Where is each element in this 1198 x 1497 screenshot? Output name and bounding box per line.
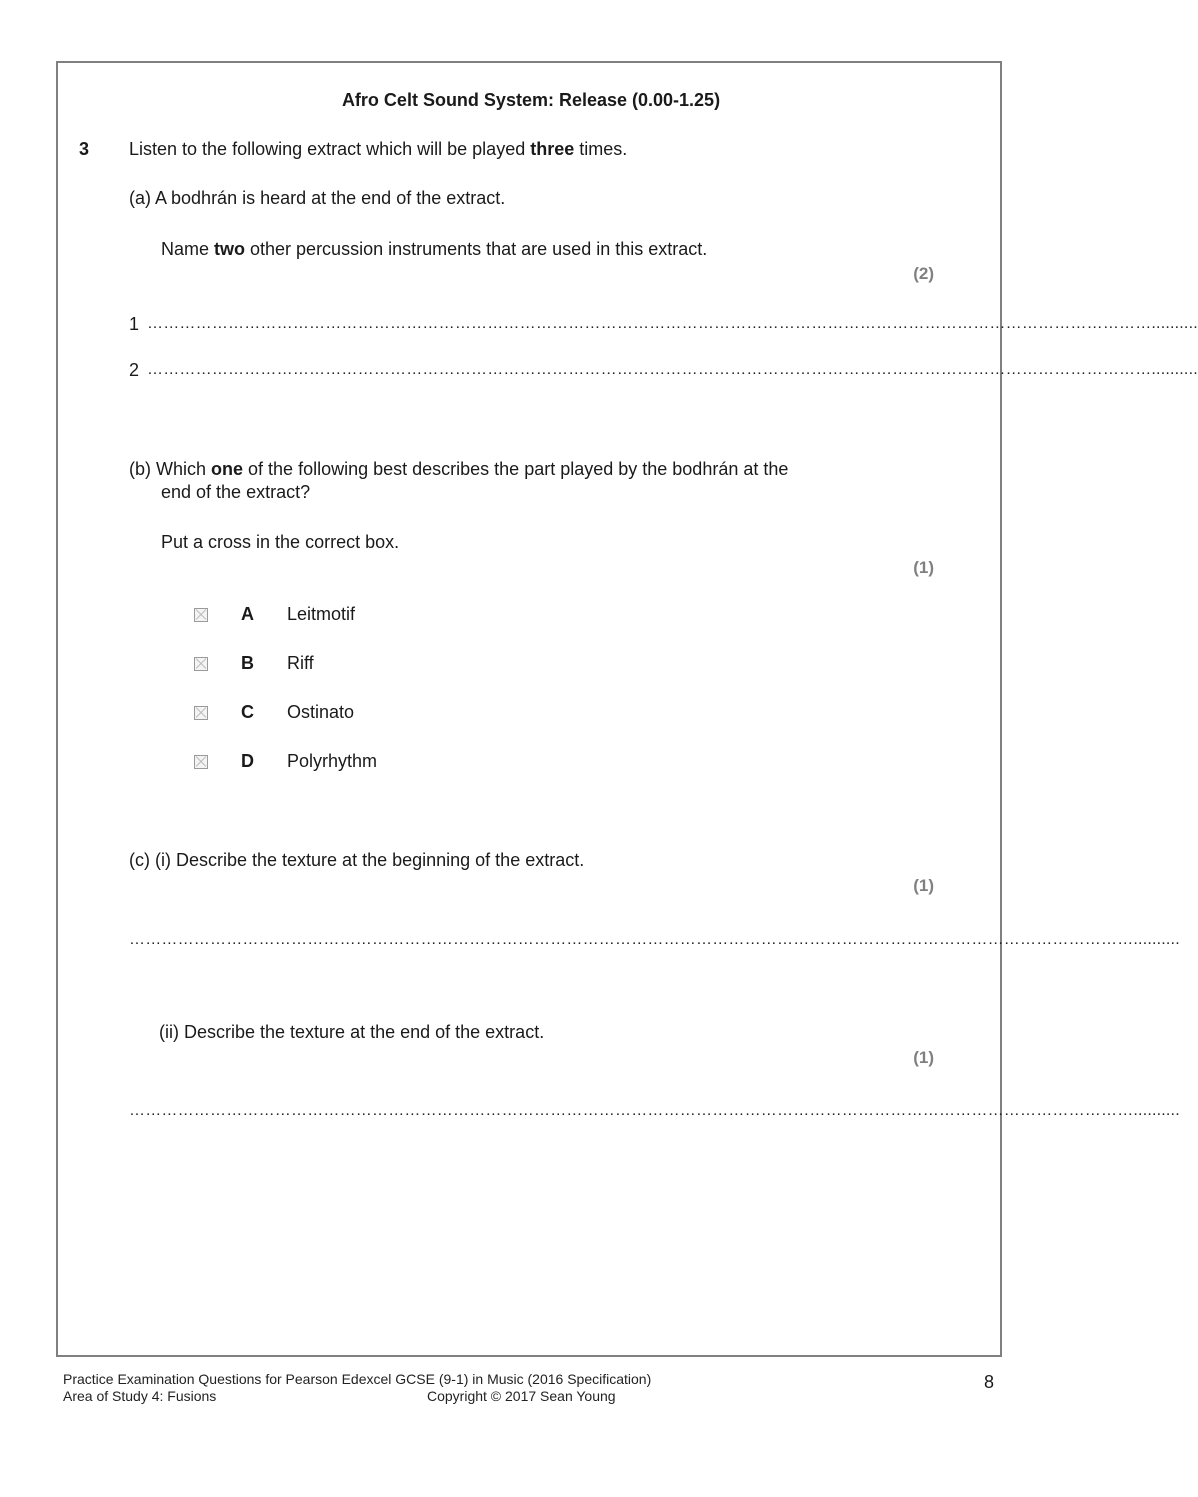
option-d-checkbox[interactable] xyxy=(194,755,208,769)
footer-copyright: Copyright © 2017 Sean Young xyxy=(427,1388,616,1404)
footer-area-of-study: Area of Study 4: Fusions xyxy=(63,1388,217,1404)
part-c-i-question: (c) (i) Describe the texture at the beginning of the extract. xyxy=(129,850,585,870)
part-c-i-marks: (1) xyxy=(913,876,934,895)
question-intro: Listen to the following extract which will be played three times. xyxy=(129,139,628,159)
option-b-checkbox[interactable] xyxy=(194,657,208,671)
answer-line-1[interactable] xyxy=(129,314,1198,336)
part-b-instruction: Put a cross in the correct box. xyxy=(161,532,400,552)
dotted-answer-line: …………………………………………………………………………………………………………………………………………………………………….......... xyxy=(147,315,1198,332)
option-text: Ostinato xyxy=(287,702,355,722)
question-frame xyxy=(56,61,1198,1357)
part-b-question: (b) Which one of the following best describes the part played by the bodhrán at the xyxy=(129,459,789,479)
dotted-answer-line: …………………………………………………………………………………………………………………………………………………………………….......... xyxy=(147,361,1198,378)
option-a-checkbox[interactable] xyxy=(194,608,208,622)
answer-label-2: 2 xyxy=(129,360,140,380)
part-b-question-cont: end of the extract? xyxy=(161,482,311,502)
answer-line-2[interactable] xyxy=(129,360,1198,382)
extract-title: Afro Celt Sound System: Release (0.00-1.25) xyxy=(341,90,721,110)
part-a-statement: (a) A bodhrán is heard at the end of the extract. xyxy=(129,188,506,208)
part-c-ii-question: (ii) Describe the texture at the end of the extract. xyxy=(159,1022,545,1042)
answer-line-c-ii[interactable]: …………………………………………………………………………………………………………………………………………………………………….......... xyxy=(129,1102,1180,1119)
part-b-marks: (1) xyxy=(913,558,934,577)
option-a xyxy=(194,604,355,626)
question-number: 3 xyxy=(79,139,90,159)
option-d xyxy=(194,751,377,773)
option-letter: A xyxy=(241,604,254,624)
option-b xyxy=(194,653,314,675)
answer-label-1: 1 xyxy=(129,314,140,334)
option-c-checkbox[interactable] xyxy=(194,706,208,720)
option-text: Polyrhythm xyxy=(287,751,378,771)
answer-line-c-i[interactable]: …………………………………………………………………………………………………………………………………………………………………….......... xyxy=(129,931,1180,948)
option-text: Riff xyxy=(287,653,314,673)
option-letter: C xyxy=(241,702,254,722)
part-a-question: Name two other percussion instruments that are used in this extract. xyxy=(161,239,708,259)
part-a-marks: (2) xyxy=(913,264,934,283)
footer-line-1: Practice Examination Questions for Pearson Edexcel GCSE (9-1) in Music (2016 Specification) xyxy=(63,1371,652,1387)
page-number: 8 xyxy=(984,1372,995,1392)
part-c-ii-marks: (1) xyxy=(913,1048,934,1067)
option-letter: B xyxy=(241,653,254,673)
option-text: Leitmotif xyxy=(287,604,356,624)
option-letter: D xyxy=(241,751,254,771)
option-c xyxy=(194,702,354,724)
